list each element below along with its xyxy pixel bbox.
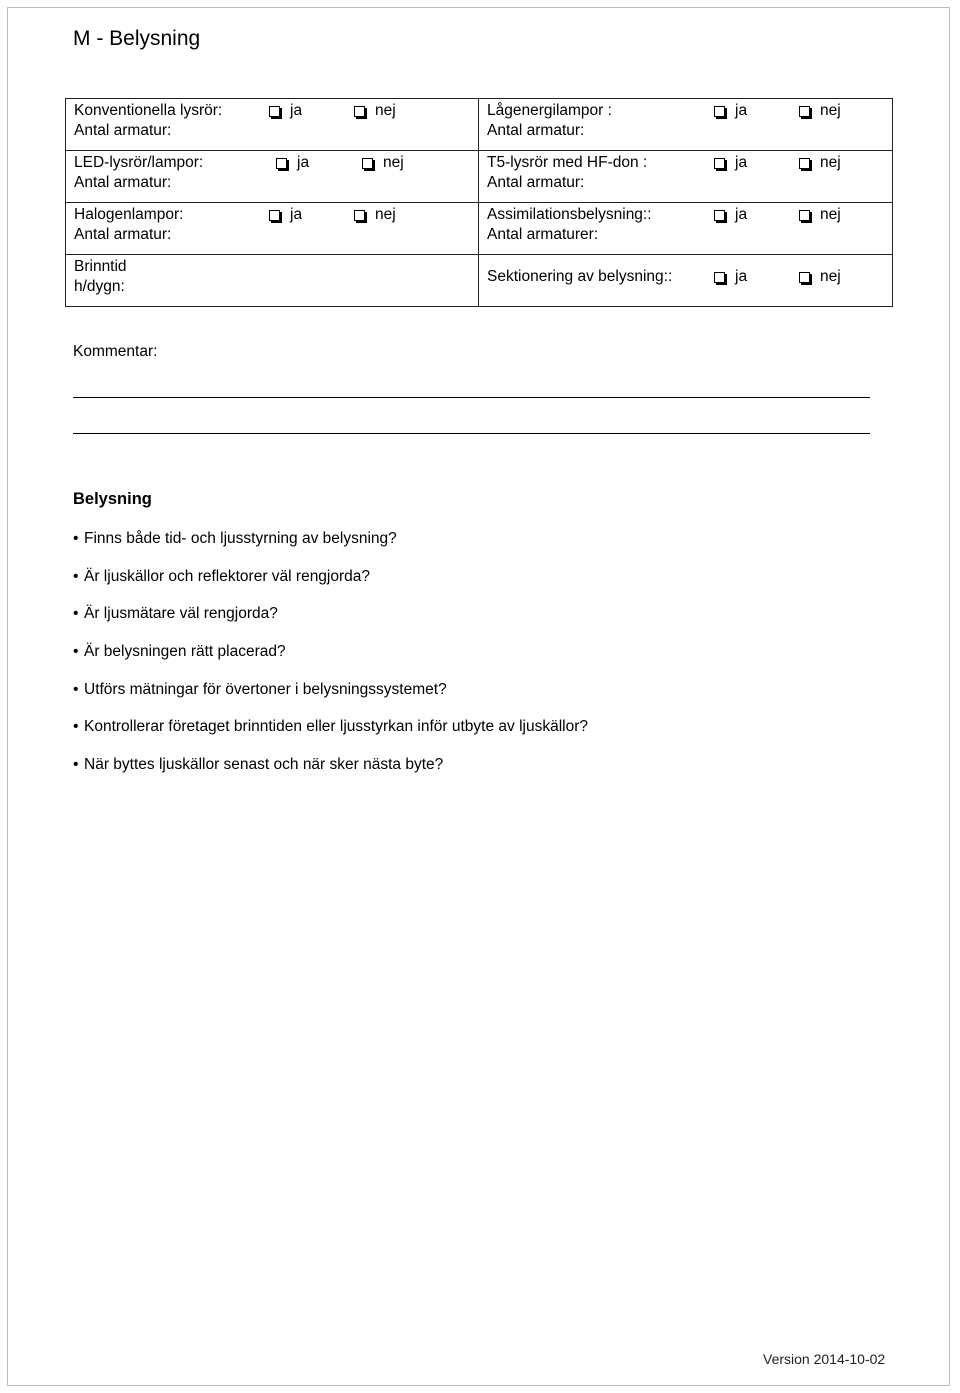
type-label: T5-lysrör med HF-don : — [487, 154, 648, 171]
yes-label: ja — [735, 206, 748, 223]
type-label: Halogenlampor: — [74, 206, 184, 223]
table-row — [66, 151, 893, 203]
page-title: M - Belysning — [73, 27, 201, 50]
count-label: Antal armaturer: — [487, 226, 599, 243]
cell-label — [487, 101, 612, 141]
table-cell-left — [66, 203, 479, 255]
bullet-icon: • — [73, 756, 79, 774]
yes-label: ja — [297, 154, 310, 171]
comment-line[interactable] — [73, 397, 870, 398]
yes-checkbox[interactable] — [269, 205, 302, 225]
cell-label — [487, 205, 652, 245]
list-item — [73, 642, 588, 680]
type-label: Assimilationsbelysning:: — [487, 206, 652, 223]
no-label: nej — [375, 206, 396, 223]
no-checkbox[interactable] — [354, 101, 396, 121]
table-cell-right — [479, 203, 893, 255]
checkbox-icon — [714, 272, 725, 283]
cell-label — [487, 153, 647, 193]
cell-label — [74, 101, 222, 141]
yes-checkbox[interactable] — [714, 101, 747, 121]
no-checkbox[interactable] — [799, 267, 841, 287]
checkbox-icon — [276, 158, 287, 169]
checkbox-icon — [269, 106, 280, 117]
checkbox-icon — [354, 106, 365, 117]
yes-checkbox[interactable] — [714, 205, 747, 225]
section-title: Belysning — [73, 490, 152, 508]
no-checkbox[interactable] — [362, 153, 404, 173]
question-text: Utförs mätningar för övertoner i belysningssystemet? — [84, 680, 447, 698]
question-list — [73, 529, 588, 793]
bullet-icon: • — [73, 567, 79, 585]
question-text: Kontrollerar företaget brinntiden eller ljusstyrkan inför utbyte av ljuskällor? — [84, 718, 588, 736]
yes-label: ja — [735, 154, 748, 171]
bullet-icon: • — [73, 718, 79, 736]
count-label: Antal armatur: — [74, 226, 172, 243]
no-label: nej — [375, 102, 396, 119]
bullet-icon: • — [73, 605, 79, 623]
table-row — [66, 99, 893, 151]
no-label: nej — [383, 154, 404, 171]
list-item — [73, 604, 588, 642]
version-label: Version 2014-10-02 — [763, 1351, 886, 1367]
checkbox-icon — [714, 210, 725, 221]
yes-label: ja — [290, 102, 303, 119]
table-cell-left — [66, 99, 479, 151]
cell-label — [74, 205, 183, 245]
no-checkbox[interactable] — [354, 205, 396, 225]
no-checkbox[interactable] — [799, 101, 841, 121]
count-label: Antal armatur: — [74, 174, 172, 191]
lighting-table — [65, 98, 893, 307]
checkbox-icon — [799, 272, 810, 283]
table-row — [66, 255, 893, 307]
type-label: Lågenergilampor : — [487, 102, 612, 119]
comment-line[interactable] — [73, 433, 870, 434]
type-label: LED-lysrör/lampor: — [74, 154, 204, 171]
type-label: Brinntid — [74, 258, 127, 275]
list-item — [73, 567, 588, 605]
no-label: nej — [820, 102, 841, 119]
yes-label: ja — [735, 268, 748, 285]
question-text: Är belysningen rätt placerad? — [84, 643, 286, 661]
type-label: Konventionella lysrör: — [74, 102, 223, 119]
checkbox-icon — [714, 158, 725, 169]
list-item — [73, 529, 588, 567]
yes-label: ja — [735, 102, 748, 119]
checkbox-icon — [269, 210, 280, 221]
no-checkbox[interactable] — [799, 153, 841, 173]
list-item — [73, 680, 588, 718]
checkbox-icon — [799, 210, 810, 221]
no-label: nej — [820, 154, 841, 171]
yes-checkbox[interactable] — [714, 153, 747, 173]
question-text: När byttes ljuskällor senast och när sker nästa byte? — [84, 756, 444, 774]
type-label: Sektionering av belysning:: — [487, 268, 673, 285]
count-label: Antal armatur: — [487, 122, 585, 139]
count-label: h/dygn: — [74, 278, 125, 295]
yes-checkbox[interactable] — [269, 101, 302, 121]
question-text: Finns både tid- och ljusstyrning av belysning? — [84, 530, 397, 547]
table-cell-right — [479, 151, 893, 203]
comment-label: Kommentar: — [73, 343, 158, 360]
table-cell-right — [479, 255, 893, 307]
question-text: Är ljuskällor och reflektorer väl rengjorda? — [84, 567, 371, 585]
table-cell-left — [66, 255, 479, 307]
table-cell-right — [479, 99, 893, 151]
yes-label: ja — [290, 206, 303, 223]
checkbox-icon — [362, 158, 373, 169]
count-label: Antal armatur: — [487, 174, 585, 191]
no-checkbox[interactable] — [799, 205, 841, 225]
list-item — [73, 717, 588, 755]
count-label: Antal armatur: — [74, 122, 172, 139]
bullet-icon: • — [73, 680, 79, 698]
no-label: nej — [820, 206, 841, 223]
no-label: nej — [820, 268, 841, 285]
bullet-icon: • — [73, 643, 79, 661]
cell-label — [74, 153, 203, 193]
cell-label — [74, 257, 127, 297]
question-text: Är ljusmätare väl rengjorda? — [84, 605, 278, 623]
checkbox-icon — [354, 210, 365, 221]
table-row — [66, 203, 893, 255]
yes-checkbox[interactable] — [276, 153, 309, 173]
checkbox-icon — [799, 106, 810, 117]
cell-label — [487, 267, 672, 287]
checkbox-icon — [714, 106, 725, 117]
bullet-icon: • — [73, 530, 79, 547]
checkbox-icon — [799, 158, 810, 169]
table-cell-left — [66, 151, 479, 203]
list-item — [73, 755, 588, 793]
yes-checkbox[interactable] — [714, 267, 747, 287]
